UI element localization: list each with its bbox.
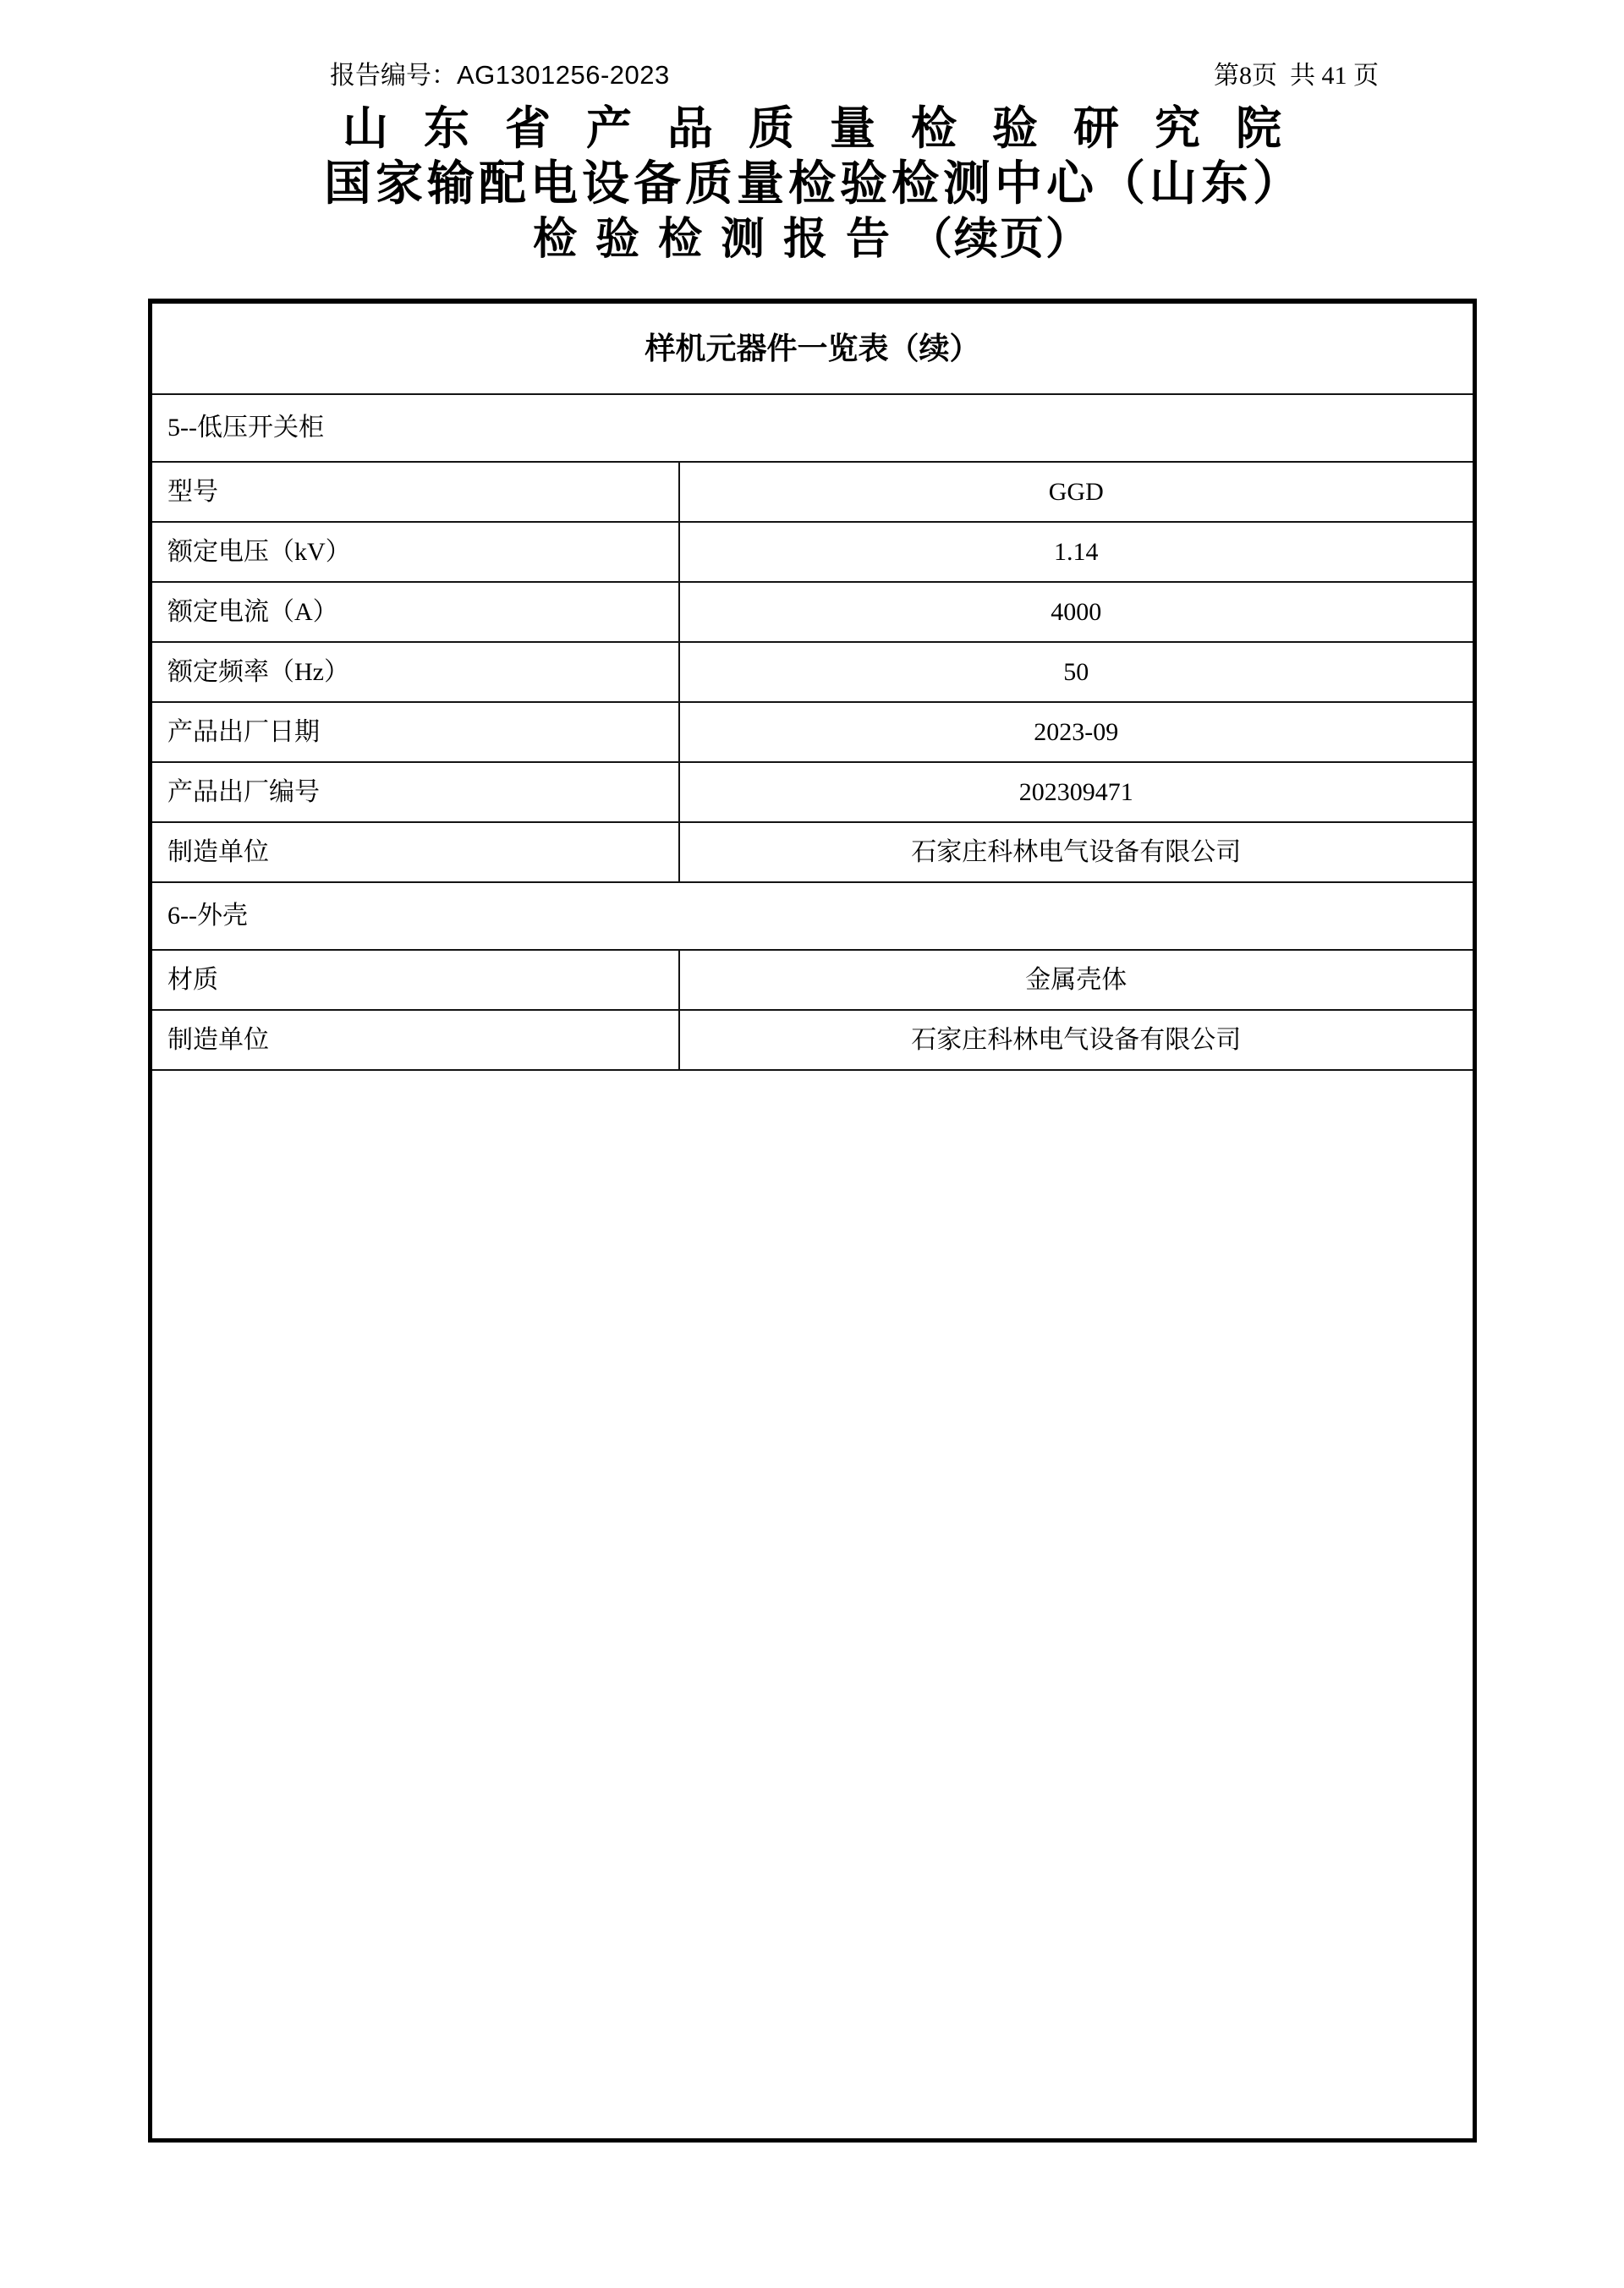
report-title xyxy=(0,215,1624,264)
row-label: 额定电压（kV） xyxy=(151,522,679,582)
center-title: 国家输配电设备质量检验检测中心（山东） xyxy=(324,156,1304,210)
institute-title: 山东省产品质量检验研究院 xyxy=(343,103,1317,154)
table-row-rated-voltage xyxy=(151,522,1475,582)
report-number xyxy=(330,61,670,90)
table-row-rated-frequency xyxy=(151,642,1475,702)
row-label: 额定电流（A） xyxy=(151,582,679,642)
row-label: 额定频率（Hz） xyxy=(151,642,679,702)
report-number-value: AG1301256-2023 xyxy=(457,60,670,90)
sample-components-table xyxy=(148,299,1477,2143)
report-title-main: 检验检测报告 xyxy=(532,215,908,264)
empty-cell xyxy=(151,1070,1475,2141)
table-row-rated-current xyxy=(151,582,1475,642)
row-label: 型号 xyxy=(151,462,679,522)
row-label: 材质 xyxy=(151,950,679,1010)
report-title-suffix: （续页） xyxy=(908,215,1092,264)
table-row-serial-number xyxy=(151,762,1475,822)
section-row-6 xyxy=(151,882,1475,950)
table-row-model xyxy=(151,462,1475,522)
row-value: 202309471 xyxy=(679,762,1475,822)
document-meta-header xyxy=(330,0,1379,90)
table-title: 样机元器件一览表（续） xyxy=(151,301,1475,394)
row-value: 石家庄科林电气设备有限公司 xyxy=(679,822,1475,882)
row-value: 石家庄科林电气设备有限公司 xyxy=(679,1010,1475,1070)
page-indicator: 第8页 共 41 页 xyxy=(1214,62,1379,90)
table-title-row xyxy=(151,301,1475,394)
table-row-enclosure-manufacturer xyxy=(151,1010,1475,1070)
row-value: 金属壳体 xyxy=(679,950,1475,1010)
row-value: GGD xyxy=(679,462,1475,522)
row-label: 制造单位 xyxy=(151,822,679,882)
row-label: 产品出厂日期 xyxy=(151,702,679,762)
title-block xyxy=(0,103,1624,264)
report-number-label: 报告编号： xyxy=(330,62,457,90)
row-value: 4000 xyxy=(679,582,1475,642)
table-row-manufacture-date xyxy=(151,702,1475,762)
section-row-5 xyxy=(151,394,1475,462)
table-row-material xyxy=(151,950,1475,1010)
table-row-manufacturer xyxy=(151,822,1475,882)
empty-filler-row xyxy=(151,1070,1475,2141)
section-label: 6--外壳 xyxy=(151,882,1475,950)
row-value: 1.14 xyxy=(679,522,1475,582)
row-label: 产品出厂编号 xyxy=(151,762,679,822)
row-label: 制造单位 xyxy=(151,1010,679,1070)
row-value: 50 xyxy=(679,642,1475,702)
row-value: 2023-09 xyxy=(679,702,1475,762)
section-label: 5--低压开关柜 xyxy=(151,394,1475,462)
